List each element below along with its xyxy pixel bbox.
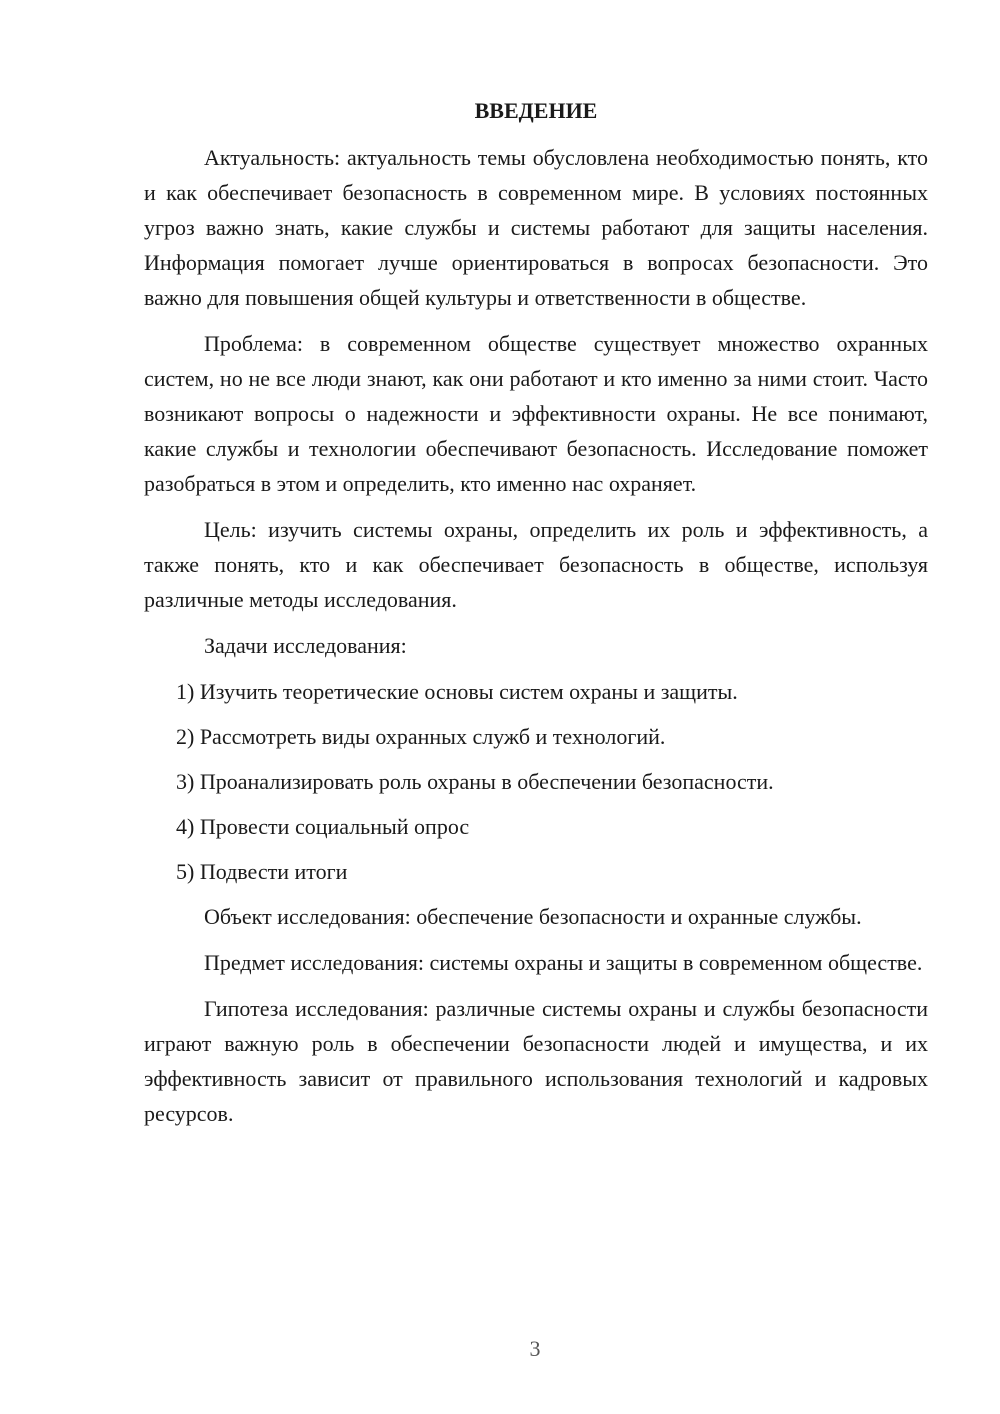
list-item: 4) Провести социальный опрос (176, 814, 470, 839)
list-item: 5) Подвести итоги (176, 859, 348, 884)
page-number: 3 (529, 1336, 541, 1361)
object-paragraph: Объект исследования: обеспечение безопасности и охранные службы. (204, 904, 862, 929)
hypothesis-paragraph: Гипотеза исследования: различные системы охраны и службы безопасности играют важную роль в обеспечении безопасности людей и имущества, и их эффективность зависит от правильного использования технологий и кадровых ресурсов. (144, 996, 928, 1126)
list-item: 1) Изучить теоретические основы систем охраны и защиты. (176, 679, 738, 704)
relevance-paragraph: Актуальность: актуальность темы обусловлена необходимостью понять, кто и как обеспечивает безопасность в современном мире. В условиях постоянных угроз важно знать, какие службы и системы работают для защиты населения. Информация помогает лучше ориентироваться в вопросах безопасности. Это важно для повышения общей культуры и ответственности в обществе. (144, 145, 928, 310)
document-page (144, 96, 928, 1142)
list-item: 2) Рассмотреть виды охранных служб и технологий. (176, 724, 666, 749)
goal-paragraph: Цель: изучить системы охраны, определить их роль и эффективность, а также понять, кто и как обеспечивает безопасность в обществе, используя различные методы исследования. (144, 517, 928, 612)
tasks-list (144, 674, 928, 889)
list-item: 3) Проанализировать роль охраны в обеспечении безопасности. (176, 769, 774, 794)
subject-paragraph: Предмет исследования: системы охраны и защиты в современном обществе. (204, 950, 923, 975)
page-title: ВВЕДЕНИЕ (474, 98, 598, 123)
problem-paragraph: Проблема: в современном обществе существует множество охранных систем, но не все люди знают, как они работают и кто именно за ними стоит. Часто возникают вопросы о надежности и эффективности охраны. Не все понимают, какие службы и технологии обеспечивают безопасность. Исследование поможет разобраться в этом и определить, кто именно нас охраняет. (144, 331, 928, 496)
tasks-heading: Задачи исследования: (204, 633, 407, 658)
